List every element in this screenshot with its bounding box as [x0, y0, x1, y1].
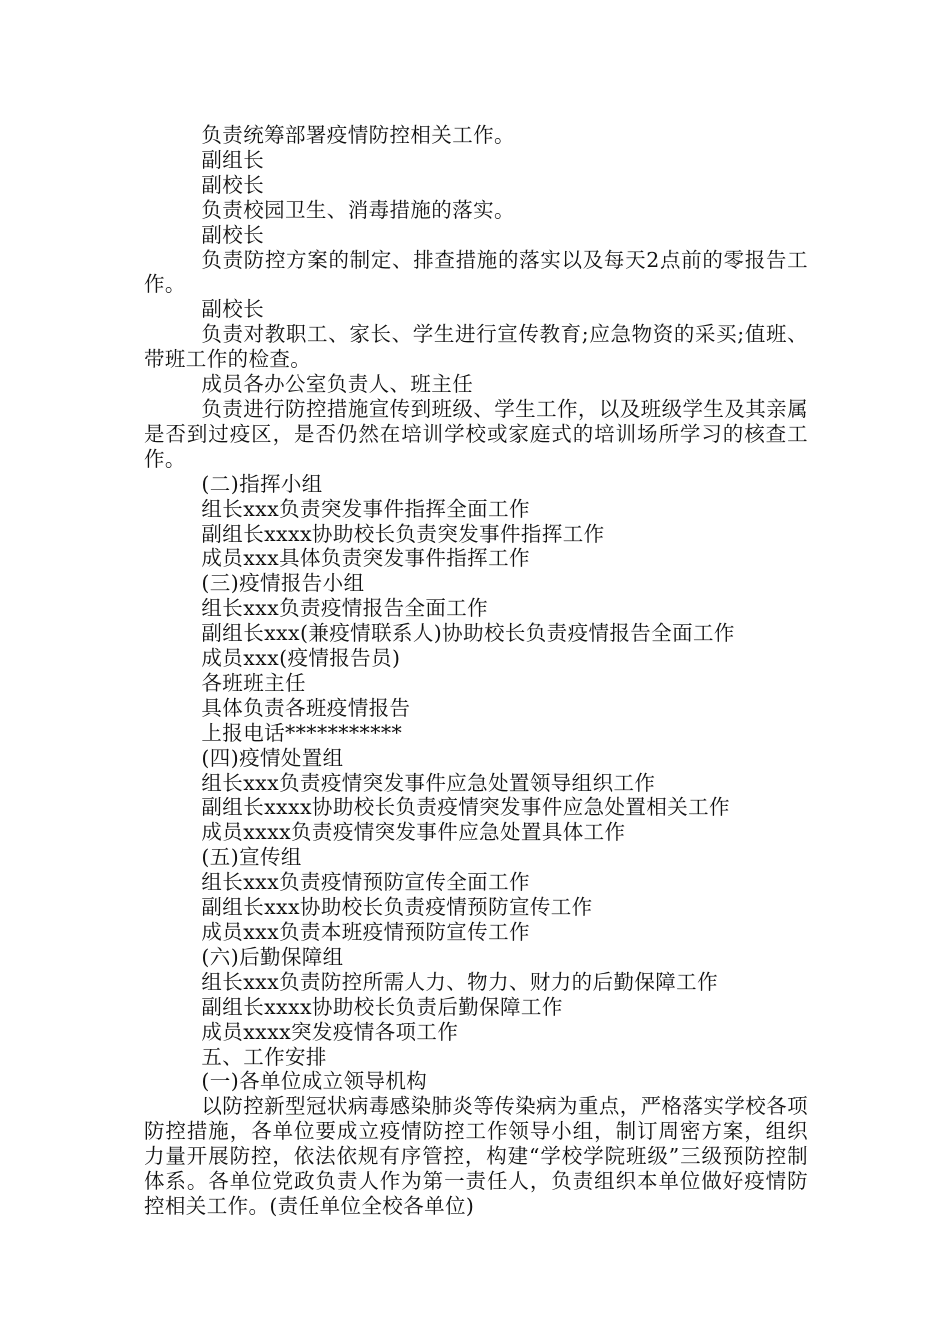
paragraph: 负责对教职工、家长、学生进行宣传教育;应急物资的采买;值班、带班工作的检查。 — [144, 322, 808, 372]
paragraph: 上报电话*********** — [201, 720, 403, 745]
paragraph: 组长xxx负责防控所需人力、物力、财力的后勤保障工作 — [201, 969, 718, 994]
paragraph: 成员xxxx负责疫情突发事件应急处置具体工作 — [201, 820, 626, 845]
section-heading: (二)指挥小组 — [201, 471, 323, 496]
paragraph: 以防控新型冠状病毒感染肺炎等传染病为重点，严格落实学校各项防控措施，各单位要成立疫情防控工作领导小组，制订周密方案，组织力量开展防控，依法依规有序管控，构建“学校学院班级”三级预防控制体系。各单位党政负责人作为第一责任人，负责组织本单位做好疫情防控相关工作。(责任单位全校各单位) — [144, 1094, 808, 1218]
paragraph: 副组长xxx协助校长负责疫情预防宣传工作 — [201, 895, 593, 920]
paragraph: 组长xxx负责疫情报告全面工作 — [201, 596, 489, 621]
paragraph: 各班班主任 — [201, 670, 306, 695]
paragraph: 负责防控方案的制定、排查措施的落实以及每天2点前的零报告工作。 — [144, 247, 808, 297]
paragraph: 负责校园卫生、消毒措施的落实。 — [201, 197, 515, 222]
paragraph: 组长xxx负责突发事件指挥全面工作 — [201, 496, 530, 521]
paragraph: 成员xxx具体负责突发事件指挥工作 — [201, 546, 530, 571]
section-heading: (一)各单位成立领导机构 — [201, 1069, 428, 1094]
paragraph: 成员xxxx突发疫情各项工作 — [201, 1019, 459, 1044]
section-heading: 五、工作安排 — [201, 1044, 327, 1069]
paragraph: 副组长xxxx协助校长负责突发事件指挥工作 — [201, 521, 605, 546]
paragraph: 组长xxx负责疫情突发事件应急处置领导组织工作 — [201, 770, 656, 795]
paragraph: 具体负责各班疫情报告 — [201, 695, 411, 720]
paragraph: 副组长 — [201, 147, 265, 172]
paragraph: 副组长xxxx协助校长负责后勤保障工作 — [201, 994, 563, 1019]
paragraph: 副组长xxxx协助校长负责疫情突发事件应急处置相关工作 — [201, 795, 730, 820]
section-heading: (三)疫情报告小组 — [201, 571, 365, 596]
paragraph: 成员xxx负责本班疫情预防宣传工作 — [201, 920, 530, 944]
paragraph: 负责统筹部署疫情防控相关工作。 — [201, 123, 515, 147]
paragraph: 副校长 — [201, 297, 265, 322]
section-heading: (五)宣传组 — [201, 845, 302, 870]
paragraph: 组长xxx负责疫情预防宣传全面工作 — [201, 870, 530, 895]
section-heading: (四)疫情处置组 — [201, 745, 344, 770]
paragraph: 负责进行防控措施宣传到班级、学生工作，以及班级学生及其亲属是否到过疫区，是否仍然在培训学校或家庭式的培训场所学习的核查工作。 — [144, 396, 808, 471]
section-heading: (六)后勤保障组 — [201, 944, 344, 969]
document-body — [144, 123, 808, 1219]
paragraph: 副校长 — [201, 222, 265, 247]
paragraph: 副组长xxx(兼疫情联系人)协助校长负责疫情报告全面工作 — [201, 621, 735, 646]
paragraph: 成员xxx(疫情报告员) — [201, 646, 401, 671]
paragraph: 成员各办公室负责人、班主任 — [201, 372, 474, 397]
paragraph: 副校长 — [201, 172, 265, 197]
